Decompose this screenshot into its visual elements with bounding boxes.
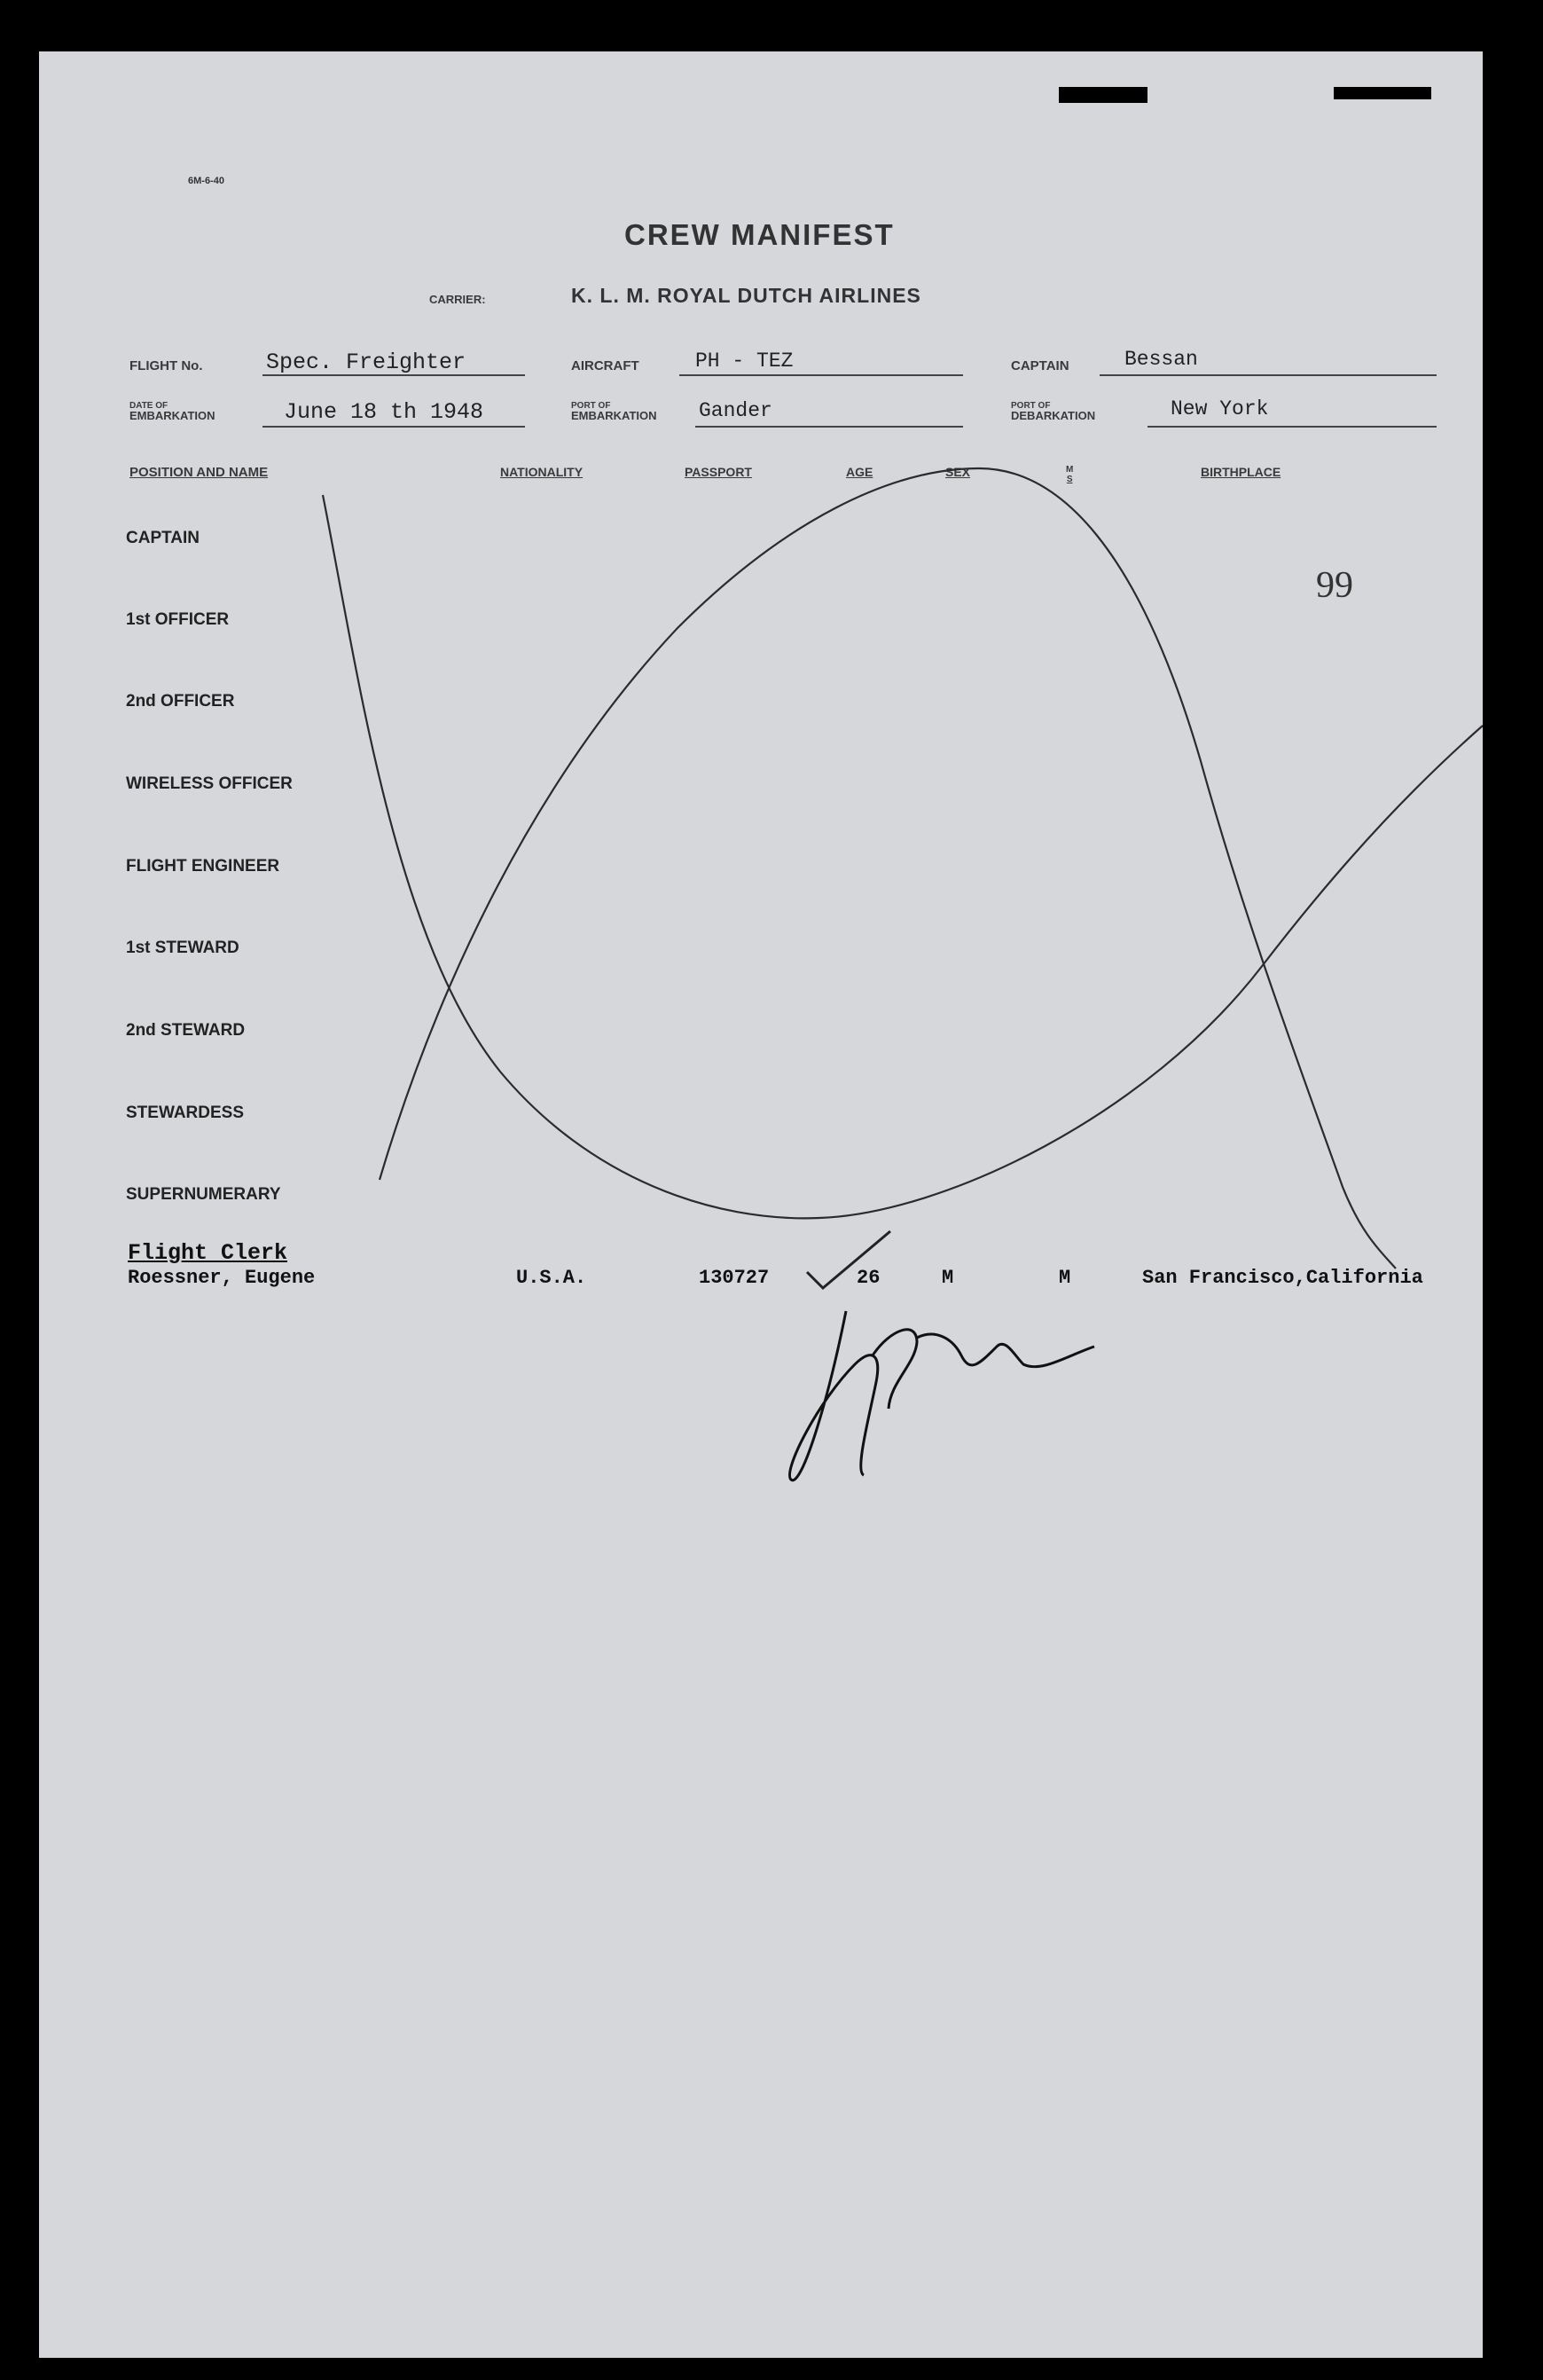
col-position-and-name: POSITION AND NAME — [129, 465, 269, 480]
page-number: 99 — [1316, 565, 1353, 606]
col-passport: PASSPORT — [685, 465, 752, 479]
entry-name: Roessner, Eugene — [128, 1267, 316, 1289]
strike-curve-1 — [323, 495, 1483, 1218]
aircraft-value: PH - TEZ — [695, 350, 794, 373]
position-wireless-officer: WIRELESS OFFICER — [126, 774, 293, 793]
position-captain: CAPTAIN — [126, 529, 200, 547]
carrier-label: CARRIER: — [429, 293, 486, 306]
flight-label: FLIGHT No. — [129, 358, 203, 373]
position-supernumerary: SUPERNUMERARY — [126, 1185, 281, 1204]
entry-birthplace: San Francisco,California — [1142, 1267, 1423, 1289]
col-birthplace: BIRTHPLACE — [1201, 465, 1281, 479]
pencil-marks — [39, 51, 1483, 2358]
entry-passport: 130727 — [699, 1267, 770, 1289]
position-1st-steward: 1st STEWARD — [126, 939, 239, 957]
entry-position: Flight Clerk — [128, 1240, 288, 1266]
position-1st-officer: 1st OFFICER — [126, 610, 230, 629]
col-nationality: NATIONALITY — [500, 465, 584, 479]
col-sex: SEX — [945, 465, 971, 479]
position-stewardess: STEWARDESS — [126, 1104, 245, 1122]
col-marital: M S — [1066, 465, 1074, 484]
col-age: AGE — [846, 465, 873, 479]
port-embarkation-value: Gander — [699, 399, 772, 422]
embarkation-date-value: June 18 th 1948 — [284, 399, 484, 425]
position-2nd-officer: 2nd OFFICER — [126, 692, 235, 711]
position-flight-engineer: FLIGHT ENGINEER — [126, 857, 280, 876]
page-title: CREW MANIFEST — [624, 218, 895, 251]
position-2nd-steward: 2nd STEWARD — [126, 1021, 246, 1040]
carrier-name: K. L. M. ROYAL DUTCH AIRLINES — [571, 284, 921, 307]
captain-field-label: CAPTAIN — [1011, 358, 1069, 373]
embarkation-date-label: DATE OF EMBARKATION — [129, 401, 215, 422]
port-debarkation-label: PORT OF DEBARKATION — [1011, 401, 1096, 422]
entry-sex: M — [942, 1267, 954, 1289]
entry-age: 26 — [857, 1267, 881, 1289]
entry-nationality: U.S.A. — [516, 1267, 587, 1289]
strike-curve-2 — [380, 468, 1396, 1269]
check-mark — [807, 1231, 890, 1288]
entry-marital: M — [1059, 1267, 1071, 1289]
port-embarkation-label: PORT OF EMBARKATION — [571, 401, 657, 422]
form-number: 6M-6-40 — [188, 176, 224, 186]
aircraft-label: AIRCRAFT — [571, 358, 639, 373]
manifest-sheet — [39, 51, 1483, 2358]
flight-value: Spec. Freighter — [266, 350, 466, 375]
captain-field-value: Bessan — [1124, 348, 1198, 371]
signature — [790, 1311, 1094, 1481]
port-debarkation-value: New York — [1171, 397, 1269, 420]
